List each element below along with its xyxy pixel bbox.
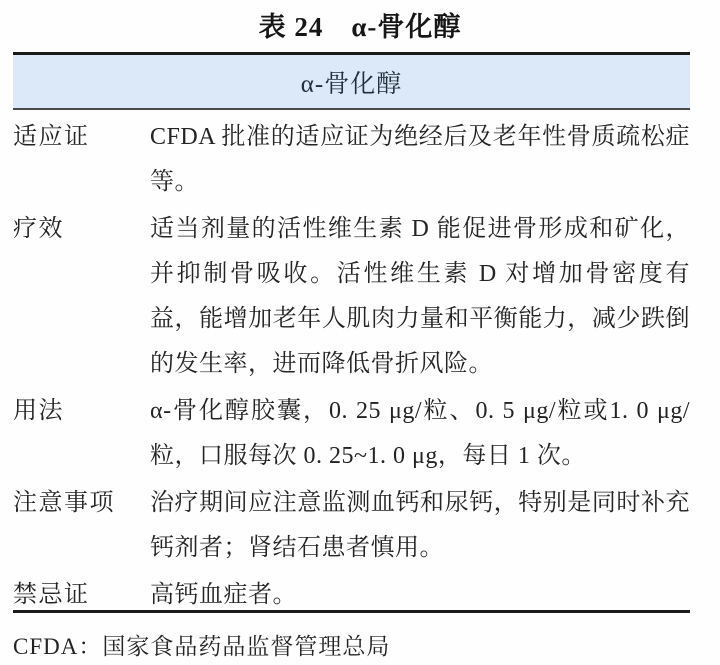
table-body	[13, 110, 690, 613]
row-content: α-骨化醇胶囊，0. 25 μg/粒、0. 5 μg/粒或1. 0 μg/粒，口服每次 0. 25~1. 0 μg，每日 1 次。	[150, 398, 690, 469]
table-header-label: α-骨化醇	[300, 70, 403, 98]
row-label: 注意事项	[13, 490, 115, 516]
row-content: CFDA 批准的适应证为绝经后及老年性骨质疏松症等。	[150, 124, 690, 195]
table-header-band	[13, 52, 690, 110]
abbreviation-footnote: CFDA：国家食品药品监督管理总局	[13, 634, 391, 659]
row-label: 适应证	[13, 124, 90, 150]
row-content: 高钙血症者。	[150, 582, 297, 608]
row-label: 疗效	[13, 216, 64, 242]
row-label: 禁忌证	[13, 582, 90, 608]
table-row-precautions	[13, 481, 690, 571]
table-row-efficacy	[13, 207, 690, 387]
table-row-indication	[13, 115, 690, 205]
drug-info-table	[13, 52, 690, 613]
table-row-contraindication	[13, 573, 690, 613]
table-row-usage	[13, 389, 690, 479]
row-label: 用法	[13, 398, 64, 424]
row-content: 治疗期间应注意监测血钙和尿钙，特别是同时补充钙剂者；肾结石患者慎用。	[150, 490, 690, 561]
table-caption: 表 24 α-骨化醇	[258, 12, 462, 42]
row-content: 适当剂量的活性维生素 D 能促进骨形成和矿化，并抑制骨吸收。活性维生素 D 对增加骨密度有益，能增加老年人肌肉力量和平衡能力，减少跌倒的发生率，进而降低骨折风险。	[150, 216, 690, 377]
